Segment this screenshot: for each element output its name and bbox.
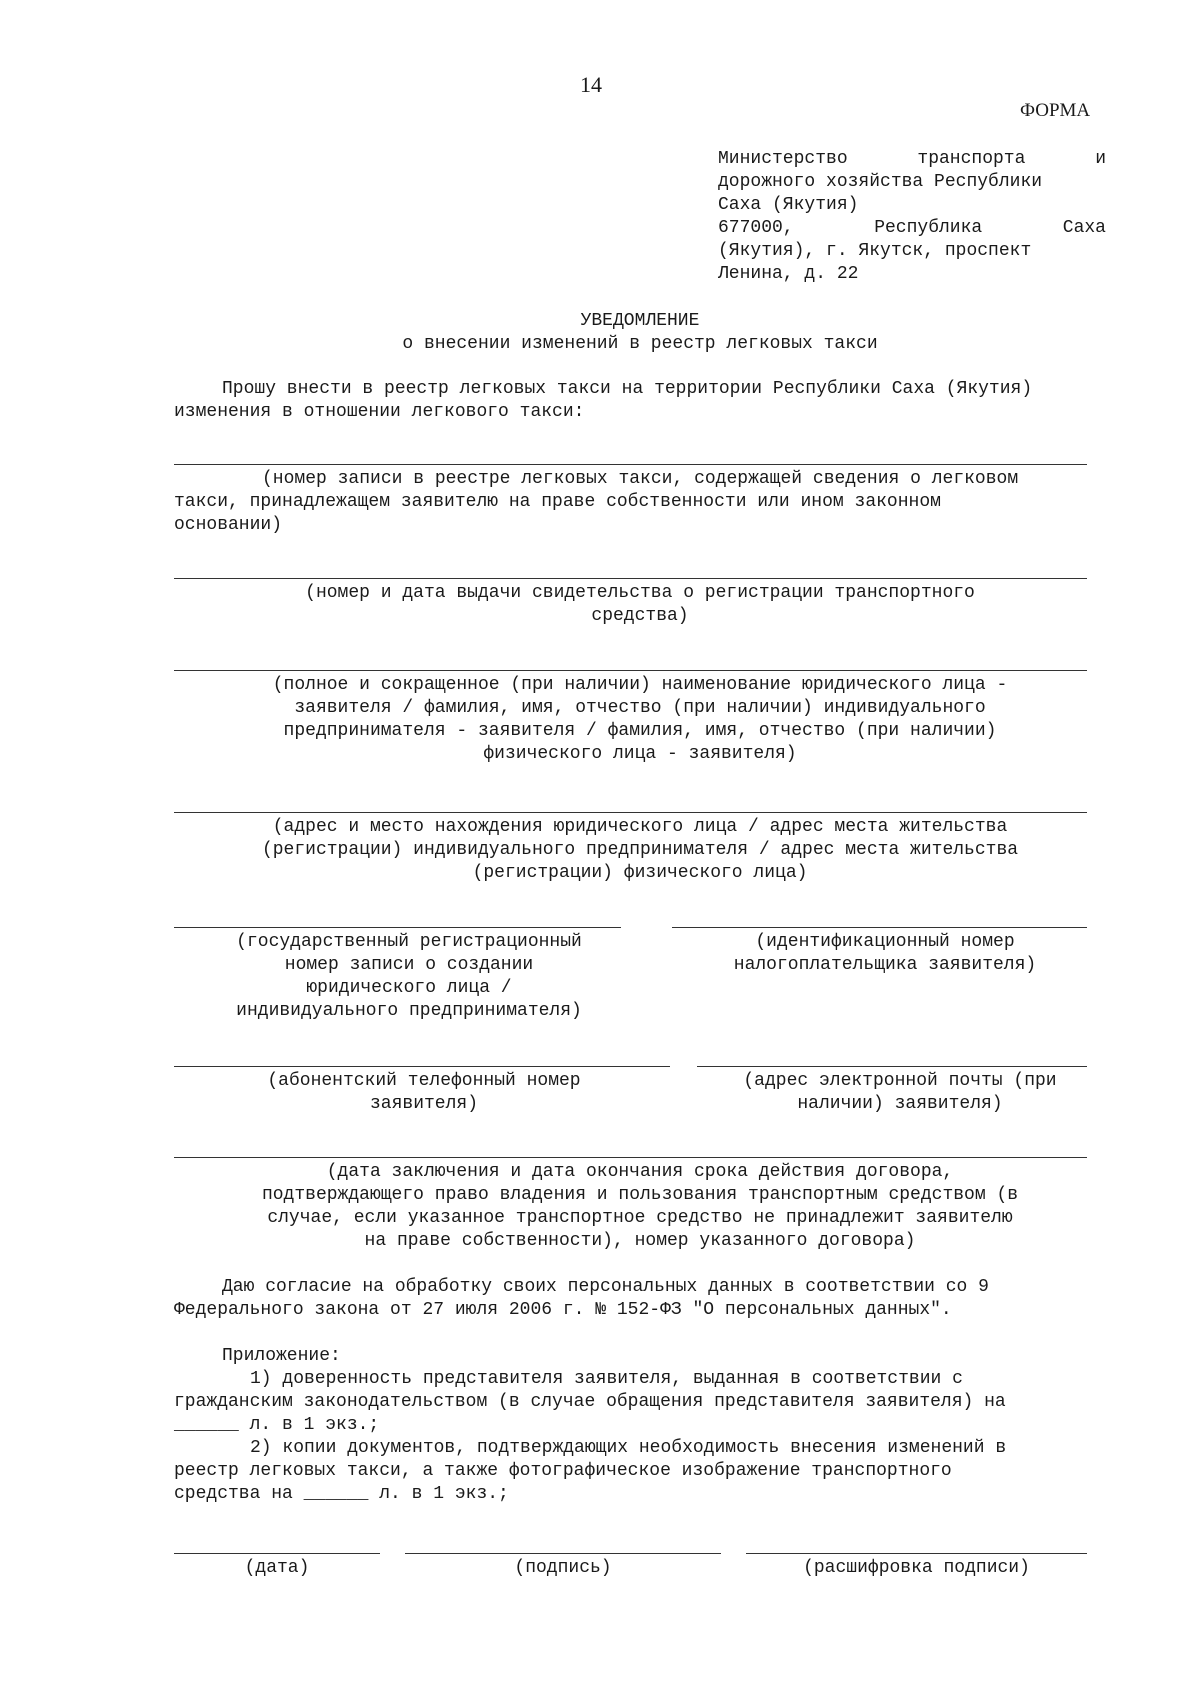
caption-line: (регистрации) индивидуального предпринимателя / адрес места жительства <box>261 840 1019 860</box>
signature-decode-line[interactable] <box>746 1553 1087 1554</box>
vehicle-certificate-line[interactable] <box>174 578 1087 579</box>
caption-line: (дата заключения и дата окончания срока действия договора, <box>326 1162 954 1182</box>
caption-line: (номер записи в реестре легковых такси, содержащей сведения о легковом <box>262 469 1019 489</box>
date-label: (дата) <box>244 1558 310 1578</box>
attachment-line: реестр легковых такси, а также фотографическое изображение транспортного <box>174 1461 952 1481</box>
document-title: УВЕДОМЛЕНИЕ <box>580 311 700 331</box>
applicant-name-line[interactable] <box>174 670 1087 671</box>
addressee-word: Республика <box>874 218 983 238</box>
signature-decode-label: (расшифровка подписи) <box>803 1558 1030 1578</box>
request-line: изменения в отношении легкового такси: <box>174 402 585 422</box>
caption-line: физического лица - заявителя) <box>483 744 797 764</box>
caption-line: (адрес электронной почты (при <box>743 1071 1057 1091</box>
state-registration-line[interactable] <box>174 927 621 928</box>
addressee-word: Саха <box>1062 218 1106 238</box>
caption-line: случае, если указанное транспортное средство не принадлежит заявителю <box>267 1208 1013 1228</box>
phone-caption <box>174 1070 674 1116</box>
consent-paragraph <box>174 1276 1106 1322</box>
contract-line[interactable] <box>174 1157 1087 1158</box>
caption-line: предпринимателя - заявителя / фамилия, имя, отчество (при наличии) <box>283 721 997 741</box>
attachment-line: средства на ______ л. в 1 экз.; <box>174 1484 509 1504</box>
vehicle-certificate-caption <box>174 582 1106 628</box>
caption-line: юридического лица / <box>306 978 512 998</box>
email-line[interactable] <box>697 1066 1087 1067</box>
caption-line: подтверждающего право владения и пользования транспортным средством (в <box>261 1185 1019 1205</box>
addressee-line: Саха (Якутия) <box>718 195 859 215</box>
consent-line: Федерального закона от 27 июля 2006 г. № 152-ФЗ "О персональных данных". <box>174 1300 952 1320</box>
caption-line: заявителя) <box>369 1094 479 1114</box>
addressee-word: транспорта <box>917 149 1026 169</box>
attachment-line: гражданским законодательством (в случае обращения представителя заявителя) на <box>174 1392 1006 1412</box>
addressee-block <box>718 148 1106 286</box>
caption-line: наличии) заявителя) <box>797 1094 1003 1114</box>
inn-caption <box>665 931 1105 977</box>
state-registration-caption <box>174 931 644 1023</box>
page-number: 14 <box>580 72 602 97</box>
addressee-line: (Якутия), г. Якутск, проспект <box>718 241 1032 261</box>
email-caption <box>690 1070 1110 1116</box>
consent-line: Даю согласие на обработку своих персональных данных в соответствии со 9 <box>222 1277 989 1297</box>
request-paragraph <box>174 378 1106 424</box>
applicant-name-caption <box>174 674 1106 766</box>
caption-line: средства) <box>591 606 689 626</box>
caption-line <box>174 491 1106 514</box>
addressee-word: и <box>1095 149 1106 169</box>
attachments-heading: Приложение: <box>222 1346 341 1366</box>
attachment-line: 1) доверенность представителя заявителя, выданная в соответствии с <box>250 1369 963 1389</box>
addressee-word: 677000, <box>718 218 794 238</box>
caption-line: (номер и дата выдачи свидетельства о регистрации транспортного <box>305 583 975 603</box>
document-subtitle: о внесении изменений в реестр легковых такси <box>402 334 878 354</box>
inn-line[interactable] <box>672 927 1087 928</box>
caption-line-text: такси, принадлежащем заявителю на праве собственности или ином законном <box>174 492 941 512</box>
form-label: ФОРМА <box>1020 100 1091 121</box>
caption-line: (полное и сокращенное (при наличии) наименование юридического лица - <box>272 675 1008 695</box>
request-line: Прошу внести в реестр легковых такси на территории Республики Саха (Якутия) <box>222 379 1033 399</box>
addressee-line: Ленина, д. 22 <box>718 264 859 284</box>
addressee-word: Министерство <box>718 149 848 169</box>
caption-line: (идентификационный номер <box>755 932 1015 952</box>
caption-line: номер записи о создании <box>284 955 534 975</box>
signature-label: (подпись) <box>514 1558 612 1578</box>
phone-line[interactable] <box>174 1066 670 1067</box>
attachment-line: 2) копии документов, подтверждающих необходимость внесения изменений в <box>250 1438 1007 1458</box>
attachments-block <box>174 1345 1106 1506</box>
caption-line: на праве собственности), номер указанного договора) <box>364 1231 916 1251</box>
registry-record-caption <box>174 468 1106 537</box>
applicant-address-caption <box>174 816 1106 885</box>
addressee-line: дорожного хозяйства Республики <box>718 172 1043 192</box>
caption-line: (государственный регистрационный <box>236 932 582 952</box>
registry-record-line[interactable] <box>174 464 1087 465</box>
caption-line: индивидуального предпринимателя) <box>236 1001 582 1021</box>
caption-line: (регистрации) физического лица) <box>472 863 808 883</box>
caption-line: (абонентский телефонный номер <box>267 1071 581 1091</box>
applicant-address-line[interactable] <box>174 812 1087 813</box>
attachment-line: ______ л. в 1 экз.; <box>174 1415 380 1435</box>
date-line[interactable] <box>174 1553 380 1554</box>
caption-line: заявителя / фамилия, имя, отчество (при наличии) индивидуального <box>294 698 986 718</box>
caption-line: (адрес и место нахождения юридического лица / адрес места жительства <box>272 817 1008 837</box>
caption-line: налогоплательщика заявителя) <box>733 955 1037 975</box>
contract-caption <box>174 1161 1106 1253</box>
signature-line[interactable] <box>405 1553 721 1554</box>
caption-line: основании) <box>174 515 283 535</box>
